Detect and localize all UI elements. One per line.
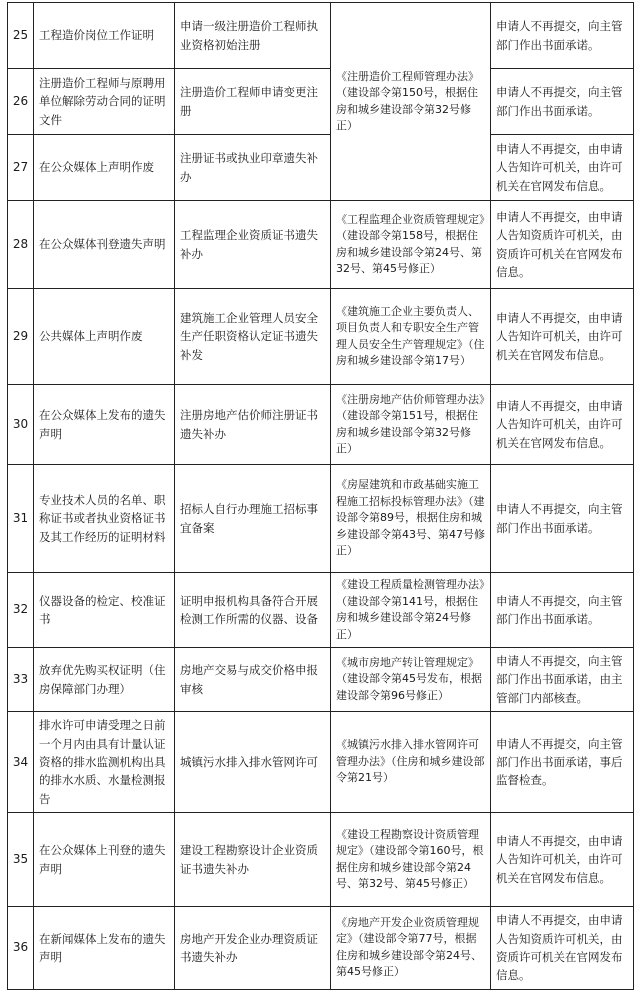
material-cell: 专业技术人员的名单、职称证书或者执业资格证书及其工作经历的证明材料 xyxy=(34,465,175,573)
item-cell: 房地产开发企业办理资质证书遗失补办 xyxy=(175,907,331,990)
method-cell: 申请人不再提交，向主管部门作出书面承诺。 xyxy=(491,573,634,648)
row-number: 35 xyxy=(8,813,34,907)
row-number: 30 xyxy=(8,385,34,465)
row-number: 32 xyxy=(8,573,34,648)
material-cell: 在公众媒体上刊登的遗失声明 xyxy=(34,813,175,907)
item-cell: 注册证书或执业印章遗失补办 xyxy=(175,135,331,201)
item-cell: 注册造价工程师申请变更注册 xyxy=(175,69,331,135)
item-cell: 建设工程勘察设计企业资质证书遗失补办 xyxy=(175,813,331,907)
method-cell: 申请人不再提交，由申请人告知资质许可机关，由资质许可机关在官网发布信息。 xyxy=(491,907,634,990)
method-cell: 申请人不再提交，由申请人告知许可机关，由许可机关在官网发布信息。 xyxy=(491,813,634,907)
table-row xyxy=(8,465,634,573)
basis-cell: 《城镇污水排入排水管网许可管理办法》（住房和城乡建设部令第21号） xyxy=(331,712,491,813)
material-cell: 仪器设备的检定、校准证书 xyxy=(34,573,175,648)
table-row xyxy=(8,813,634,907)
method-cell: 申请人不再提交，向主管部门作出书面承诺，事后监督检查。 xyxy=(491,712,634,813)
row-number: 28 xyxy=(8,201,34,289)
row-number: 34 xyxy=(8,712,34,813)
method-cell: 申请人不再提交，向主管部门作出书面承诺。 xyxy=(491,69,634,135)
material-cell: 在公众媒体刊登遗失声明 xyxy=(34,201,175,289)
material-cell: 排水许可申请受理之日前一个月内由具有计量认证资格的排水监测机构出具的排水水质、水量检测报告 xyxy=(34,712,175,813)
row-number: 25 xyxy=(8,3,34,69)
table-row xyxy=(8,648,634,712)
row-number: 33 xyxy=(8,648,34,712)
material-cell: 在公众媒体上发布的遗失声明 xyxy=(34,385,175,465)
item-cell: 工程监理企业资质证书遗失补办 xyxy=(175,201,331,289)
material-cell: 在公众媒体上声明作废 xyxy=(34,135,175,201)
method-cell: 申请人不再提交，由申请人告知资质许可机关，由资质许可机关在官网发布信息。 xyxy=(491,201,634,289)
method-cell: 申请人不再提交，由申请人告知许可机关，由许可机关在官网发布信息。 xyxy=(491,135,634,201)
material-cell: 放弃优先购买权证明（住房保障部门办理） xyxy=(34,648,175,712)
basis-cell: 《建设工程勘察设计资质管理规定》（建设部令第160号，根据住房和城乡建设部令第24号、第32号、第45号修正） xyxy=(331,813,491,907)
table-row xyxy=(8,573,634,648)
certificate-items-table xyxy=(7,2,634,990)
row-number: 26 xyxy=(8,69,34,135)
table-row xyxy=(8,385,634,465)
material-cell: 在新闻媒体上发布的遗失声明 xyxy=(34,907,175,990)
basis-cell: 《工程监理企业资质管理规定》（建设部令第158号，根据住房和城乡建设部令第24号、第32号、第45号修正） xyxy=(331,201,491,289)
method-cell: 申请人不再提交，由申请人告知许可机关，由许可机关在官网发布信息。 xyxy=(491,385,634,465)
basis-cell: 《注册房地产估价师管理办法》（建设部令第151号，根据住房和城乡建设部令第32号修正） xyxy=(331,385,491,465)
table-row xyxy=(8,289,634,385)
method-cell: 申请人不再提交，向主管部门作出书面承诺，由主管部门内部核查。 xyxy=(491,648,634,712)
table-row xyxy=(8,907,634,990)
row-number: 31 xyxy=(8,465,34,573)
item-cell: 招标人自行办理施工招标事宜备案 xyxy=(175,465,331,573)
material-cell: 公共媒体上声明作废 xyxy=(34,289,175,385)
row-number: 29 xyxy=(8,289,34,385)
row-number: 36 xyxy=(8,907,34,990)
item-cell: 注册房地产估价师注册证书遗失补办 xyxy=(175,385,331,465)
basis-cell: 《建设工程质量检测管理办法》（建设部令第141号，根据住房和城乡建设部令第24号修正） xyxy=(331,573,491,648)
table-row xyxy=(8,3,634,69)
basis-cell: 《建筑施工企业主要负责人、项目负责人和专职安全生产管理人员安全生产管理规定》（住房和城乡建设部令第17号） xyxy=(331,289,491,385)
item-cell: 申请一级注册造价工程师执业资格初始注册 xyxy=(175,3,331,69)
basis-cell: 《注册造价工程师管理办法》（建设部令第150号，根据住房和城乡建设部令第32号修正） xyxy=(331,3,491,201)
item-cell: 建筑施工企业管理人员安全生产任职资格认定证书遗失补发 xyxy=(175,289,331,385)
material-cell: 注册造价工程师与原聘用单位解除劳动合同的证明文件 xyxy=(34,69,175,135)
table-row xyxy=(8,712,634,813)
basis-cell: 《城市房地产转让管理规定》（建设部令第45号发布，根据建设部令第96号修正） xyxy=(331,648,491,712)
material-cell: 工程造价岗位工作证明 xyxy=(34,3,175,69)
method-cell: 申请人不再提交，向主管部门作出书面承诺。 xyxy=(491,3,634,69)
basis-cell: 《房地产开发企业资质管理规定》（建设部令第77号，根据住房和城乡建设部令第24号、第45号修正） xyxy=(331,907,491,990)
basis-cell: 《房屋建筑和市政基础实施工程施工招标投标管理办法》（建设部令第89号，根据住房和城乡建设部令第43号、第47号修正） xyxy=(331,465,491,573)
item-cell: 房地产交易与成交价格申报审核 xyxy=(175,648,331,712)
item-cell: 证明申报机构具备符合开展检测工作所需的仪器、设备 xyxy=(175,573,331,648)
table-row xyxy=(8,69,634,135)
row-number: 27 xyxy=(8,135,34,201)
item-cell: 城镇污水排入排水管网许可 xyxy=(175,712,331,813)
table-row xyxy=(8,135,634,201)
method-cell: 申请人不再提交，向主管部门作出书面承诺。 xyxy=(491,465,634,573)
method-cell: 申请人不再提交，由申请人告知许可机关，由许可机关在官网发布信息。 xyxy=(491,289,634,385)
table-row xyxy=(8,201,634,289)
